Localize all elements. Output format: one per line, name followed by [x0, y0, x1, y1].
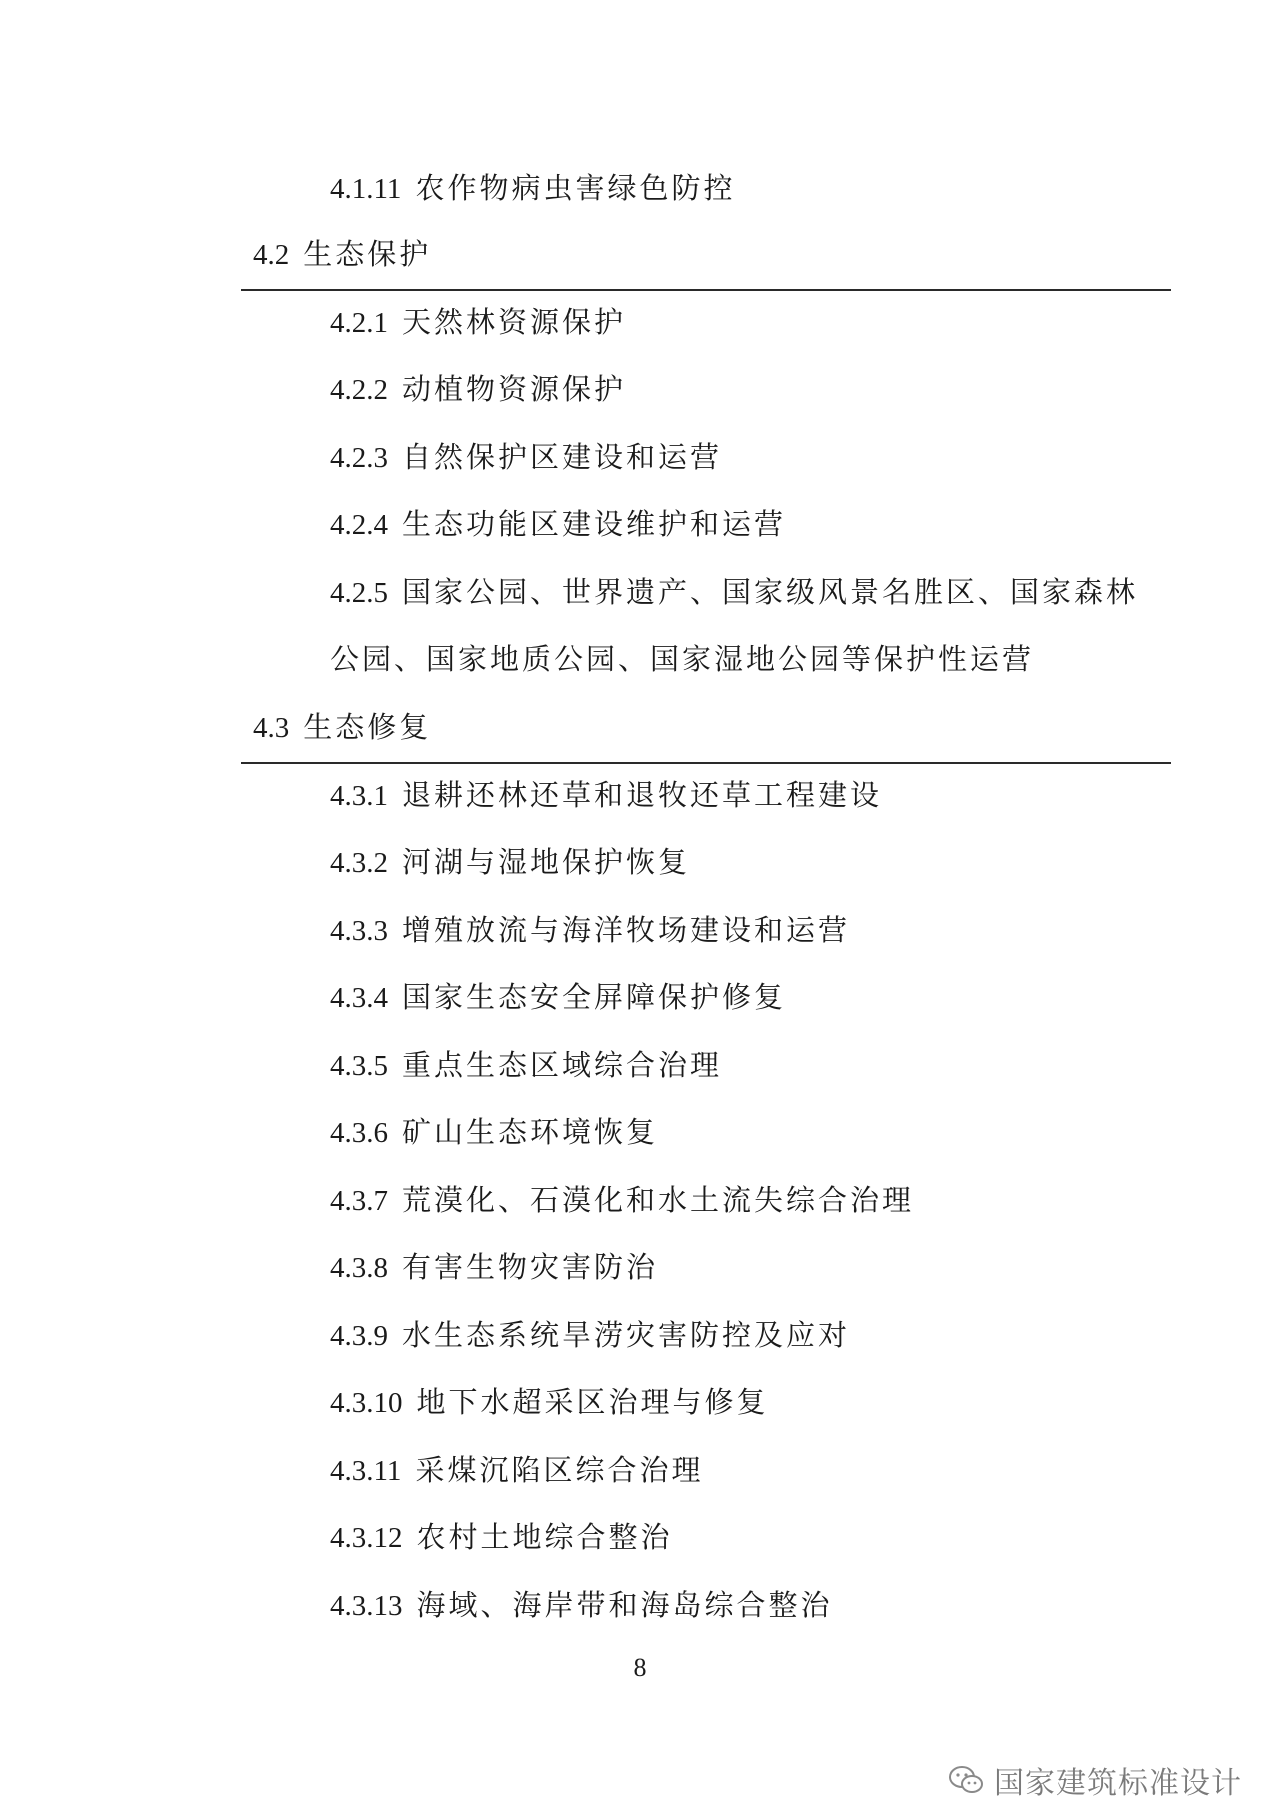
- item-text: 荒漠化、石漠化和水土流失综合治理: [402, 1183, 915, 1217]
- item-text: 河湖与湿地保护恢复: [402, 845, 691, 879]
- item-number: 4.2.5: [330, 577, 388, 609]
- list-item: [330, 1450, 703, 1491]
- list-item: [330, 168, 735, 209]
- item-text: 生态功能区建设维护和运营: [402, 507, 787, 541]
- section-divider: [241, 289, 1171, 291]
- list-item: [330, 910, 850, 951]
- list-item: [330, 437, 722, 478]
- heading-text: 生态保护: [303, 237, 432, 271]
- item-text: 天然林资源保护: [402, 305, 627, 339]
- item-number: 4.3.10: [330, 1387, 403, 1419]
- item-text: 公园、国家地质公园、国家湿地公园等保护性运营: [330, 642, 1035, 676]
- list-item: [330, 1585, 833, 1626]
- item-text: 水生态系统旱涝灾害防控及应对: [402, 1318, 851, 1352]
- list-item: [330, 369, 626, 410]
- list-item: [330, 1180, 914, 1221]
- item-number: 4.3.7: [330, 1185, 388, 1217]
- item-number: 4.3.11: [330, 1455, 402, 1487]
- item-number: 4.3.12: [330, 1522, 403, 1554]
- heading-number: 4.3: [253, 712, 290, 744]
- list-item: [330, 1112, 658, 1153]
- item-number: 4.3.6: [330, 1117, 388, 1149]
- section-heading: [253, 707, 431, 748]
- item-text: 农村土地综合整治: [416, 1520, 673, 1554]
- item-text: 国家公园、世界遗产、国家级风景名胜区、国家森林: [402, 575, 1139, 609]
- item-number: 4.3.8: [330, 1252, 388, 1284]
- item-number: 4.1.11: [330, 173, 402, 205]
- list-item: [330, 302, 626, 343]
- item-text: 采煤沉陷区综合治理: [415, 1453, 704, 1487]
- list-item: [330, 1382, 769, 1423]
- item-number: 4.2.4: [330, 509, 388, 541]
- section-divider: [241, 762, 1171, 764]
- list-item: [330, 572, 1138, 613]
- item-text: 农作物病虫害绿色防控: [415, 171, 736, 205]
- item-number: 4.2.2: [330, 374, 388, 406]
- list-item: [330, 504, 786, 545]
- watermark: [948, 1758, 1242, 1802]
- item-number: 4.3.1: [330, 780, 388, 812]
- item-text: 海域、海岸带和海岛综合整治: [416, 1588, 833, 1622]
- item-number: 4.2.1: [330, 307, 388, 339]
- item-text: 地下水超采区治理与修复: [416, 1385, 769, 1419]
- list-item: [330, 1045, 722, 1086]
- item-text: 重点生态区域综合治理: [402, 1048, 723, 1082]
- list-item: [330, 1517, 673, 1558]
- item-number: 4.3.5: [330, 1050, 388, 1082]
- item-number: 4.3.2: [330, 847, 388, 879]
- list-item: [330, 977, 786, 1018]
- item-text: 有害生物灾害防治: [402, 1250, 659, 1284]
- wechat-icon: [948, 1765, 984, 1795]
- item-number: 4.3.9: [330, 1320, 388, 1352]
- item-number: 4.3.3: [330, 915, 388, 947]
- item-text: 矿山生态环境恢复: [402, 1115, 659, 1149]
- heading-text: 生态修复: [303, 710, 432, 744]
- list-item: [330, 842, 690, 883]
- section-heading: [253, 234, 431, 275]
- item-number: 4.2.3: [330, 442, 388, 474]
- watermark-text: 国家建筑标准设计: [994, 1766, 1242, 1801]
- list-item: [330, 1315, 850, 1356]
- item-text: 增殖放流与海洋牧场建设和运营: [402, 913, 851, 947]
- list-item: [330, 1247, 658, 1288]
- list-item: [330, 775, 882, 816]
- item-text: 国家生态安全屏障保护修复: [402, 980, 787, 1014]
- item-text: 自然保护区建设和运营: [402, 440, 723, 474]
- item-text: 退耕还林还草和退牧还草工程建设: [402, 778, 883, 812]
- item-number: 4.3.13: [330, 1590, 403, 1622]
- page-number: 8: [633, 1653, 647, 1682]
- item-number: 4.3.4: [330, 982, 388, 1014]
- item-text: 动植物资源保护: [402, 372, 627, 406]
- list-item-continuation: [330, 639, 1034, 679]
- heading-number: 4.2: [253, 239, 290, 271]
